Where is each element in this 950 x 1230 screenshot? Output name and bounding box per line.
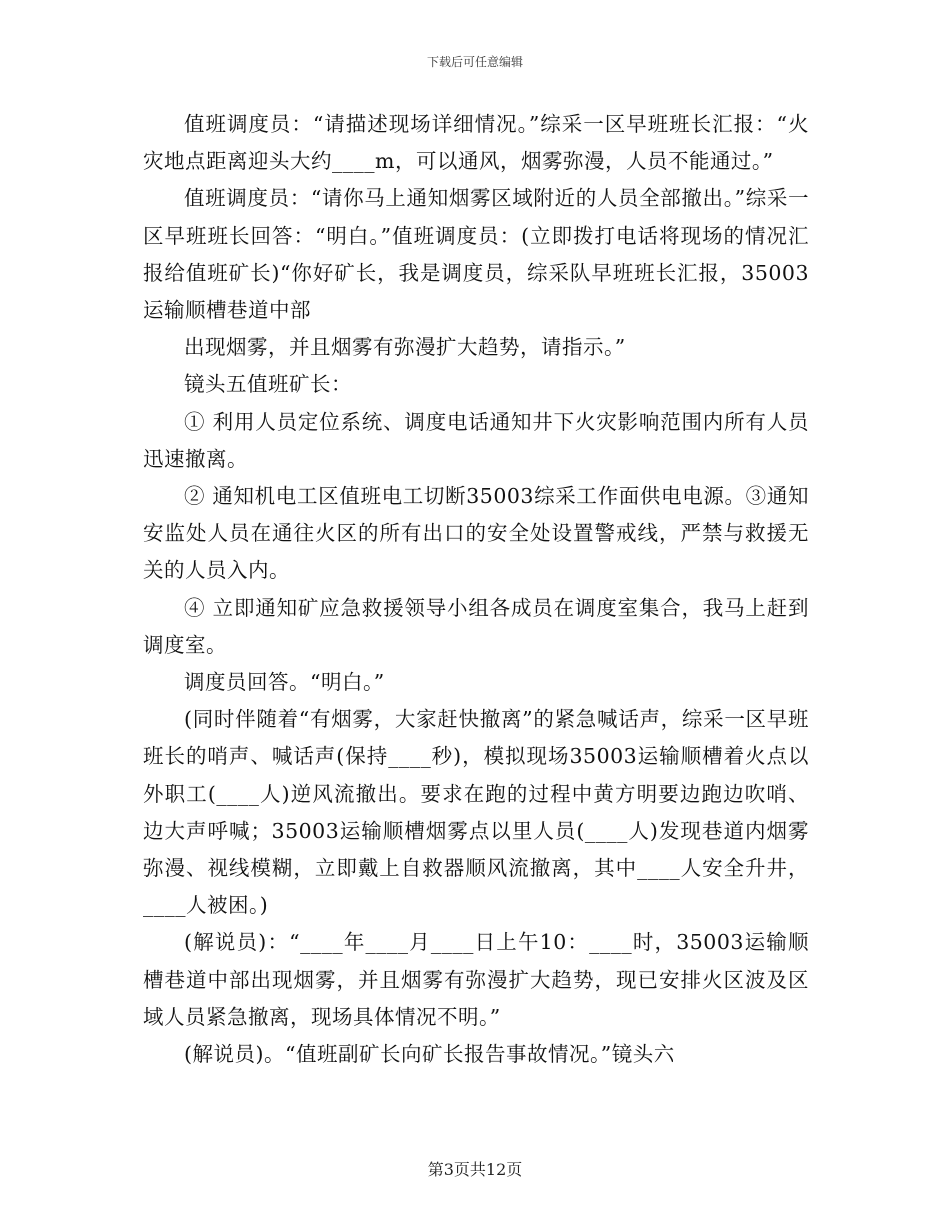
page-footer: 第3页共12页: [427, 1160, 523, 1179]
paragraph-8: 调度员回答。“明白。”: [184, 670, 385, 695]
paragraph-6: ② 通知机电工区值班电工切断35003综采工作面供电电源。③通知安监处人员在通往火区的所有出口的安全处设置警戒线，严禁与救援无关的人员入内。: [143, 484, 809, 583]
paragraph-3: 出现烟雾，并且烟雾有弥漫扩大趋势，请指示。”: [184, 335, 626, 360]
paragraph-9: (同时伴随着“有烟雾，大家赶快撤离”的紧急喊话声，综采一区早班班长的哨声、喊话声(保持____秒)，模拟现场35003运输顺槽着火点以外职工(____人)逆风流撤出。要求在跑的过程中黄方明要边跑边吹哨、边大声呼喊；35003运输顺槽烟雾点以里人员(____人)发现巷道内烟雾弥漫、视线模糊，立即戴上自救器顺风流撤离，其中____人安全升井，____人被困。): [143, 707, 809, 918]
paragraph-5: ① 利用人员定位系统、调度电话通知井下火灾影响范围内所有人员迅速撤离。: [143, 409, 809, 471]
paragraph-2: 值班调度员：“请你马上通知烟雾区域附近的人员全部撤出。”综采一区早班班长回答：“明白。”值班调度员：(立即拨打电话将现场的情况汇报给值班矿长)“你好矿长，我是调度员，综采队早班班长汇报，35003运输顺槽巷道中部: [143, 186, 809, 323]
document-body: [143, 106, 809, 1073]
paragraph-11: (解说员)。“值班副矿长向矿长报告事故情况。”镜头六: [184, 1042, 675, 1067]
paragraph-10: (解说员)：“____年____月____日上午10：____时，35003运输顺槽巷道中部出现烟雾，并且烟雾有弥漫扩大趋势，现已安排火区波及区域人员紧急撤离，现场具体情况不明。”: [143, 930, 809, 1029]
paragraph-4: 镜头五值班矿长：: [184, 372, 352, 397]
paragraph-1: 值班调度员：“请描述现场详细情况。”综采一区早班班长汇报：“火灾地点距离迎头大约____m，可以通风，烟雾弥漫，人员不能通过。”: [143, 112, 809, 174]
page-header: 下载后可任意编辑: [426, 55, 523, 69]
paragraph-7: ④ 立即通知矿应急救援领导小组各成员在调度室集合，我马上赶到调度室。: [143, 595, 809, 657]
